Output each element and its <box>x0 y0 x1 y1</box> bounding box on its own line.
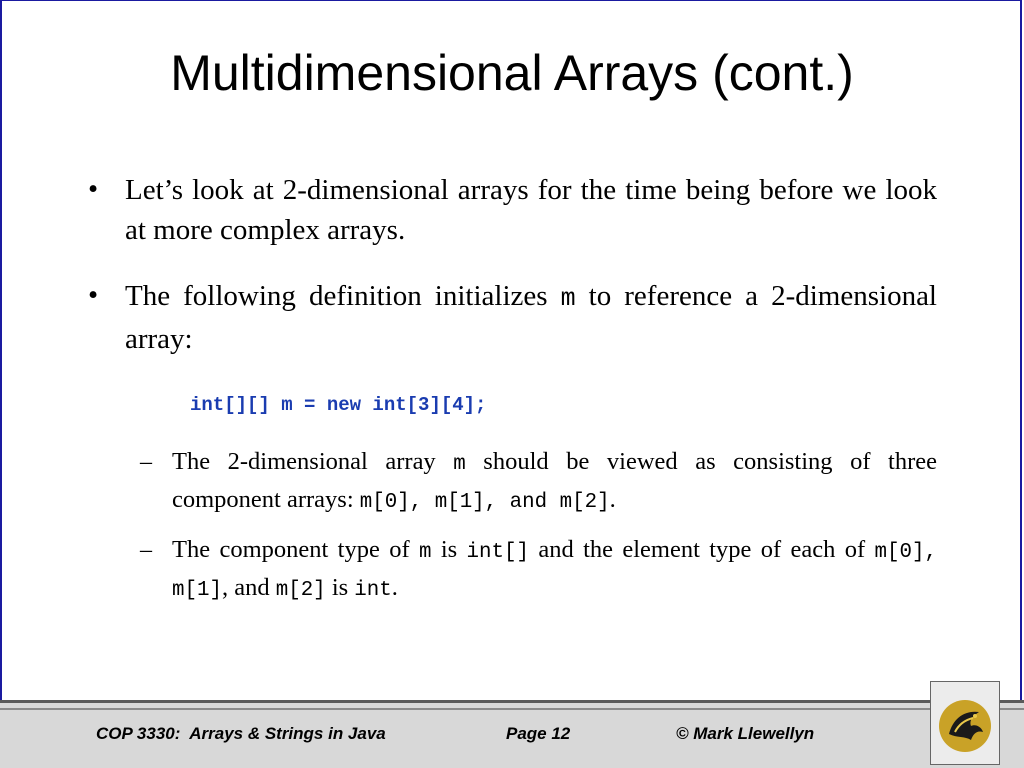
footer-divider <box>0 700 1024 703</box>
footer-course: COP 3330: Arrays & Strings in Java <box>96 724 386 743</box>
code-inline: m[2] <box>275 579 326 602</box>
subbullet-symbol: – <box>140 449 152 475</box>
slide-title: Multidimensional Arrays (cont.) <box>170 45 854 101</box>
footer-author: © Mark Llewellyn <box>676 724 815 743</box>
bullet-text-1: Let’s look at 2-dimensional arrays for the time being before we look at more complex arrays. <box>125 174 937 246</box>
code-inline: int[] <box>466 541 529 564</box>
bullet-symbol: • <box>88 279 99 311</box>
footer-page: Page 12 <box>506 724 571 743</box>
code-line: int[][] m = new int[3][4]; <box>190 394 487 416</box>
code-inline: m[0], m[1] <box>172 541 937 602</box>
subbullet-text-2: The component type of m is int[] and the element type of each of m[0], m[1], and m[2] is int. <box>172 536 937 602</box>
code-inline: int <box>354 579 392 602</box>
code-inline: m <box>453 453 466 476</box>
logo-frame <box>930 681 1000 765</box>
code-inline: m <box>560 285 576 313</box>
footer-bar <box>0 700 1024 768</box>
code-inline: m[0], m[1], and m[2] <box>359 491 610 514</box>
footer-divider <box>0 708 1024 710</box>
pegasus-logo-icon <box>935 696 995 754</box>
bullet-symbol: • <box>88 173 99 205</box>
subbullet-text-1: The 2-dimensional array m should be viewed as consisting of three component arrays: m[0], m[1], and m[2]. <box>172 448 938 514</box>
bullet-text-2: The following definition initializes m to reference a 2-dimensional array: <box>125 280 937 355</box>
code-inline: m <box>418 541 432 564</box>
subbullet-symbol: – <box>140 537 152 563</box>
